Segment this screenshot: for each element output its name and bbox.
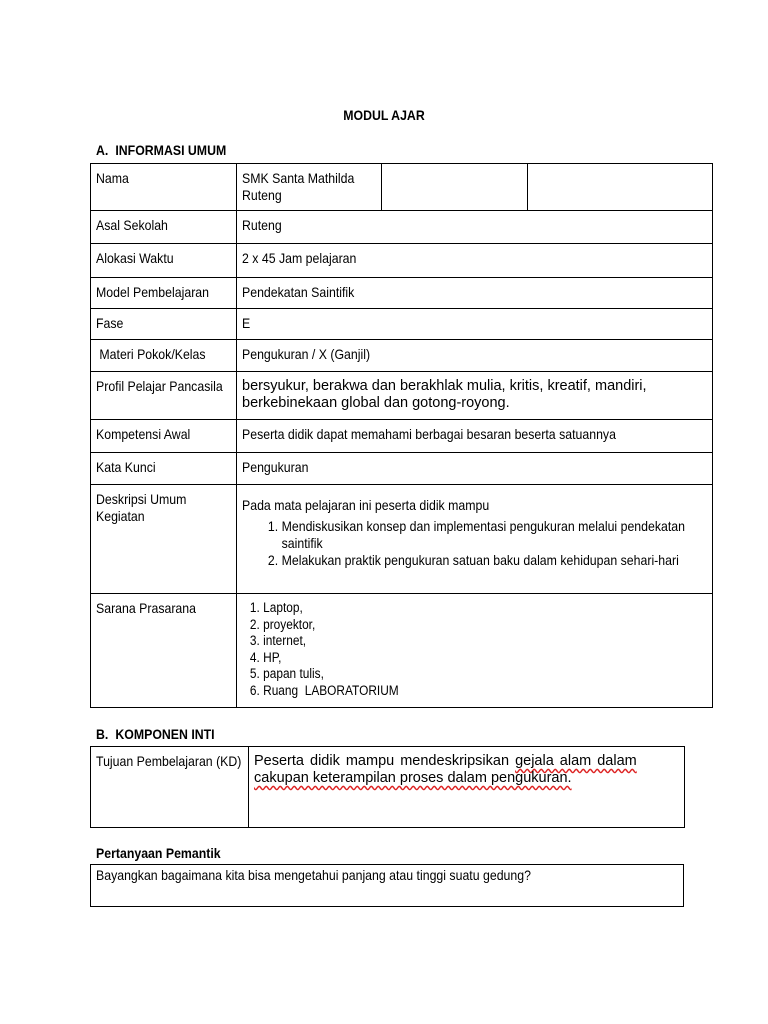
deskripsi-item: 2. Melakukan praktik pengukuran satuan baku dalam kehidupan sehari-hari xyxy=(282,552,704,569)
sarana-label-cell: Sarana Prasarana xyxy=(91,594,237,708)
nama-label-cell: Nama xyxy=(91,164,237,211)
kata-kunci-label-cell: Kata Kunci xyxy=(91,453,237,485)
nama-empty-cell-2 xyxy=(528,164,713,211)
pertanyaan-table xyxy=(90,864,684,907)
row-deskripsi xyxy=(91,485,713,594)
nama-value-cell xyxy=(237,164,382,211)
row-tujuan xyxy=(91,747,685,828)
kompetensi-value-cell: Peserta didik dapat memahami berbagai besaran beserta satuannya xyxy=(237,420,713,453)
deskripsi-list xyxy=(242,518,704,569)
kata-kunci-value-cell: Pengukuran xyxy=(237,453,713,485)
section-a-label: INFORMASI UMUM xyxy=(115,142,227,158)
section-a-heading xyxy=(96,142,244,158)
tujuan-underlined-1: gejala alam dalam xyxy=(515,753,637,769)
tujuan-label-cell: Tujuan Pembelajaran (KD) xyxy=(91,747,249,828)
sarana-item: 2. proyektor, xyxy=(263,617,651,634)
profil-label-cell: Profil Pelajar Pancasila xyxy=(91,372,237,420)
row-nama xyxy=(91,164,713,211)
section-b-number: B. xyxy=(96,726,109,742)
alokasi-value-cell: 2 x 45 Jam pelajaran xyxy=(237,244,713,278)
tujuan-text: Peserta didik mampu mendeskripsikan xyxy=(254,753,516,769)
info-table xyxy=(90,163,713,708)
document-title: MODUL AJAR xyxy=(343,107,425,123)
asal-sekolah-label-cell: Asal Sekolah xyxy=(91,211,237,244)
tujuan-value-cell xyxy=(249,747,685,828)
model-value-cell: Pendekatan Saintifik xyxy=(237,278,713,309)
nama-empty-cell-1 xyxy=(382,164,528,211)
pertanyaan-heading: Pertanyaan Pemantik xyxy=(96,845,221,861)
deskripsi-label-line1: Deskripsi Umum xyxy=(96,491,187,507)
row-fase xyxy=(91,309,713,340)
pertanyaan-cell: Bayangkan bagaimana kita bisa mengetahui panjang atau tinggi suatu gedung? xyxy=(91,865,684,907)
materi-value-cell: Pengukuran / X (Ganjil) xyxy=(237,340,713,372)
alokasi-label-cell: Alokasi Waktu xyxy=(91,244,237,278)
row-materi xyxy=(91,340,713,372)
row-kompetensi xyxy=(91,420,713,453)
sarana-item: 5. papan tulis, xyxy=(263,666,651,683)
row-profil xyxy=(91,372,713,420)
nama-value-line2: Ruteng xyxy=(242,187,282,203)
deskripsi-intro: Pada mata pelajaran ini peserta didik mampu xyxy=(242,497,490,513)
deskripsi-label-cell xyxy=(91,485,237,594)
fase-value-cell: E xyxy=(237,309,713,340)
sarana-item: 4. HP, xyxy=(263,650,651,667)
asal-sekolah-value-cell: Ruteng xyxy=(237,211,713,244)
deskripsi-item: 1. Mendiskusikan konsep dan implementasi pengukuran melalui pendekatan saintifik xyxy=(282,518,704,552)
row-sarana xyxy=(91,594,713,708)
nama-value-line1: SMK Santa Mathilda xyxy=(242,170,355,186)
tujuan-table xyxy=(90,746,685,828)
sarana-list xyxy=(242,600,651,699)
model-label-cell: Model Pembelajaran xyxy=(91,278,237,309)
sarana-item: 3. internet, xyxy=(263,633,651,650)
section-b-label: KOMPONEN INTI xyxy=(115,726,215,742)
fase-label-cell: Fase xyxy=(91,309,237,340)
row-model xyxy=(91,278,713,309)
deskripsi-value-cell xyxy=(237,485,713,594)
kompetensi-label-cell: Kompetensi Awal xyxy=(91,420,237,453)
deskripsi-label-line2: Kegiatan xyxy=(96,508,145,524)
row-alokasi-waktu xyxy=(91,244,713,278)
row-pertanyaan xyxy=(91,865,684,907)
row-asal-sekolah xyxy=(91,211,713,244)
section-a-number: A. xyxy=(96,142,109,158)
sarana-item: 1. Laptop, xyxy=(263,600,651,617)
tujuan-underlined-2: cakupan keterampilan proses dalam pengukuran. xyxy=(254,770,572,786)
section-b-heading xyxy=(96,726,231,742)
materi-label-cell: Materi Pokok/Kelas xyxy=(91,340,237,372)
row-kata-kunci xyxy=(91,453,713,485)
sarana-value-cell xyxy=(237,594,713,708)
sarana-item: 6. Ruang LABORATORIUM xyxy=(263,683,651,700)
profil-value-cell: bersyukur, berakwa dan berakhlak mulia, kritis, kreatif, mandiri, berkebinekaan global dan gotong-royong. xyxy=(237,372,713,420)
